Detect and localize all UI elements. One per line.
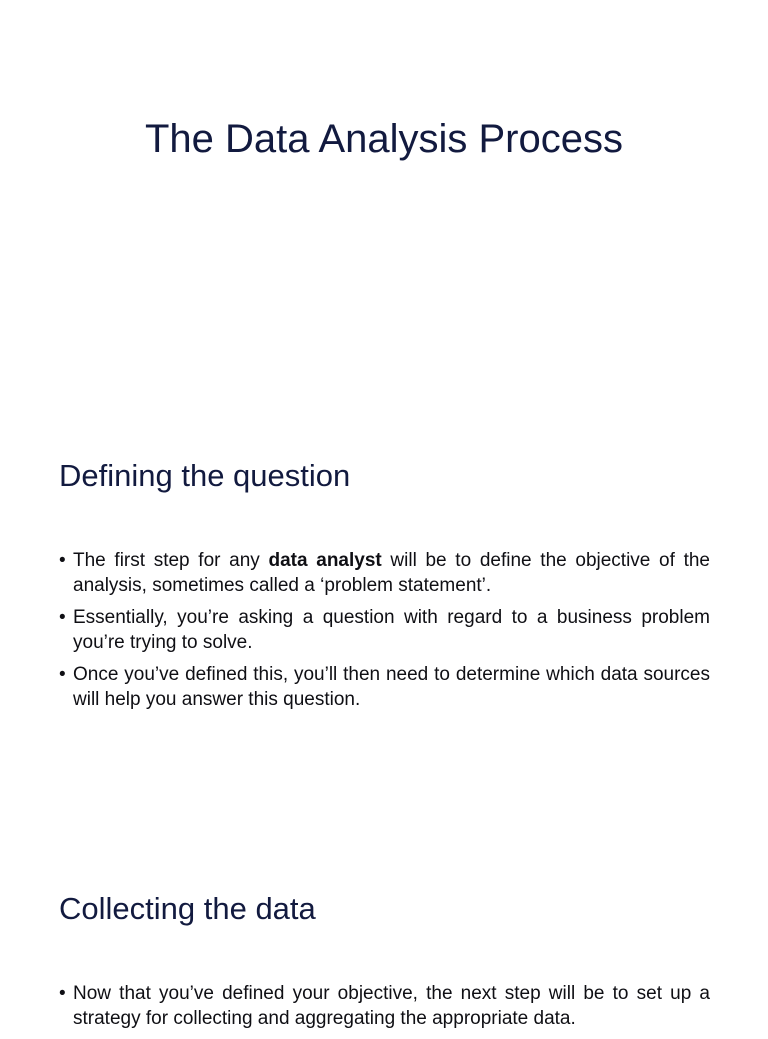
section-heading: Collecting the data [59,891,316,926]
bullet-text-prefix: The first step for any [73,550,269,571]
list-item [59,606,710,655]
bullet-glyph: • [59,607,66,628]
section-slide-collecting-data [0,860,768,1029]
bullet-text: Once you’ve defined this, you’ll then need to determine which data sources will help you answer this question. [73,664,710,710]
bullet-text: Essentially, you’re asking a question with regard to a business problem you’re trying to solve. [73,607,710,653]
section-slide-defining-question [0,430,768,860]
bullet-text-bold: data analyst [268,550,382,571]
bullet-text: Now that you’ve defined your objective, the next step will be to set up a strategy for collecting and aggregating the appropriate data. [73,983,710,1029]
bullet-text-suffix: will be to define the objective of the analysis, sometimes called a ‘problem statement’. [73,550,710,596]
bullet-list [59,982,710,1039]
bullet-glyph: • [59,983,66,1004]
list-item [59,549,710,598]
bullet-glyph: • [59,664,66,685]
section-heading: Defining the question [59,458,351,493]
bullet-glyph: • [59,550,66,571]
page-title: The Data Analysis Process [145,117,623,161]
title-slide [0,0,768,430]
list-item [59,663,710,712]
bullet-list [59,549,710,720]
